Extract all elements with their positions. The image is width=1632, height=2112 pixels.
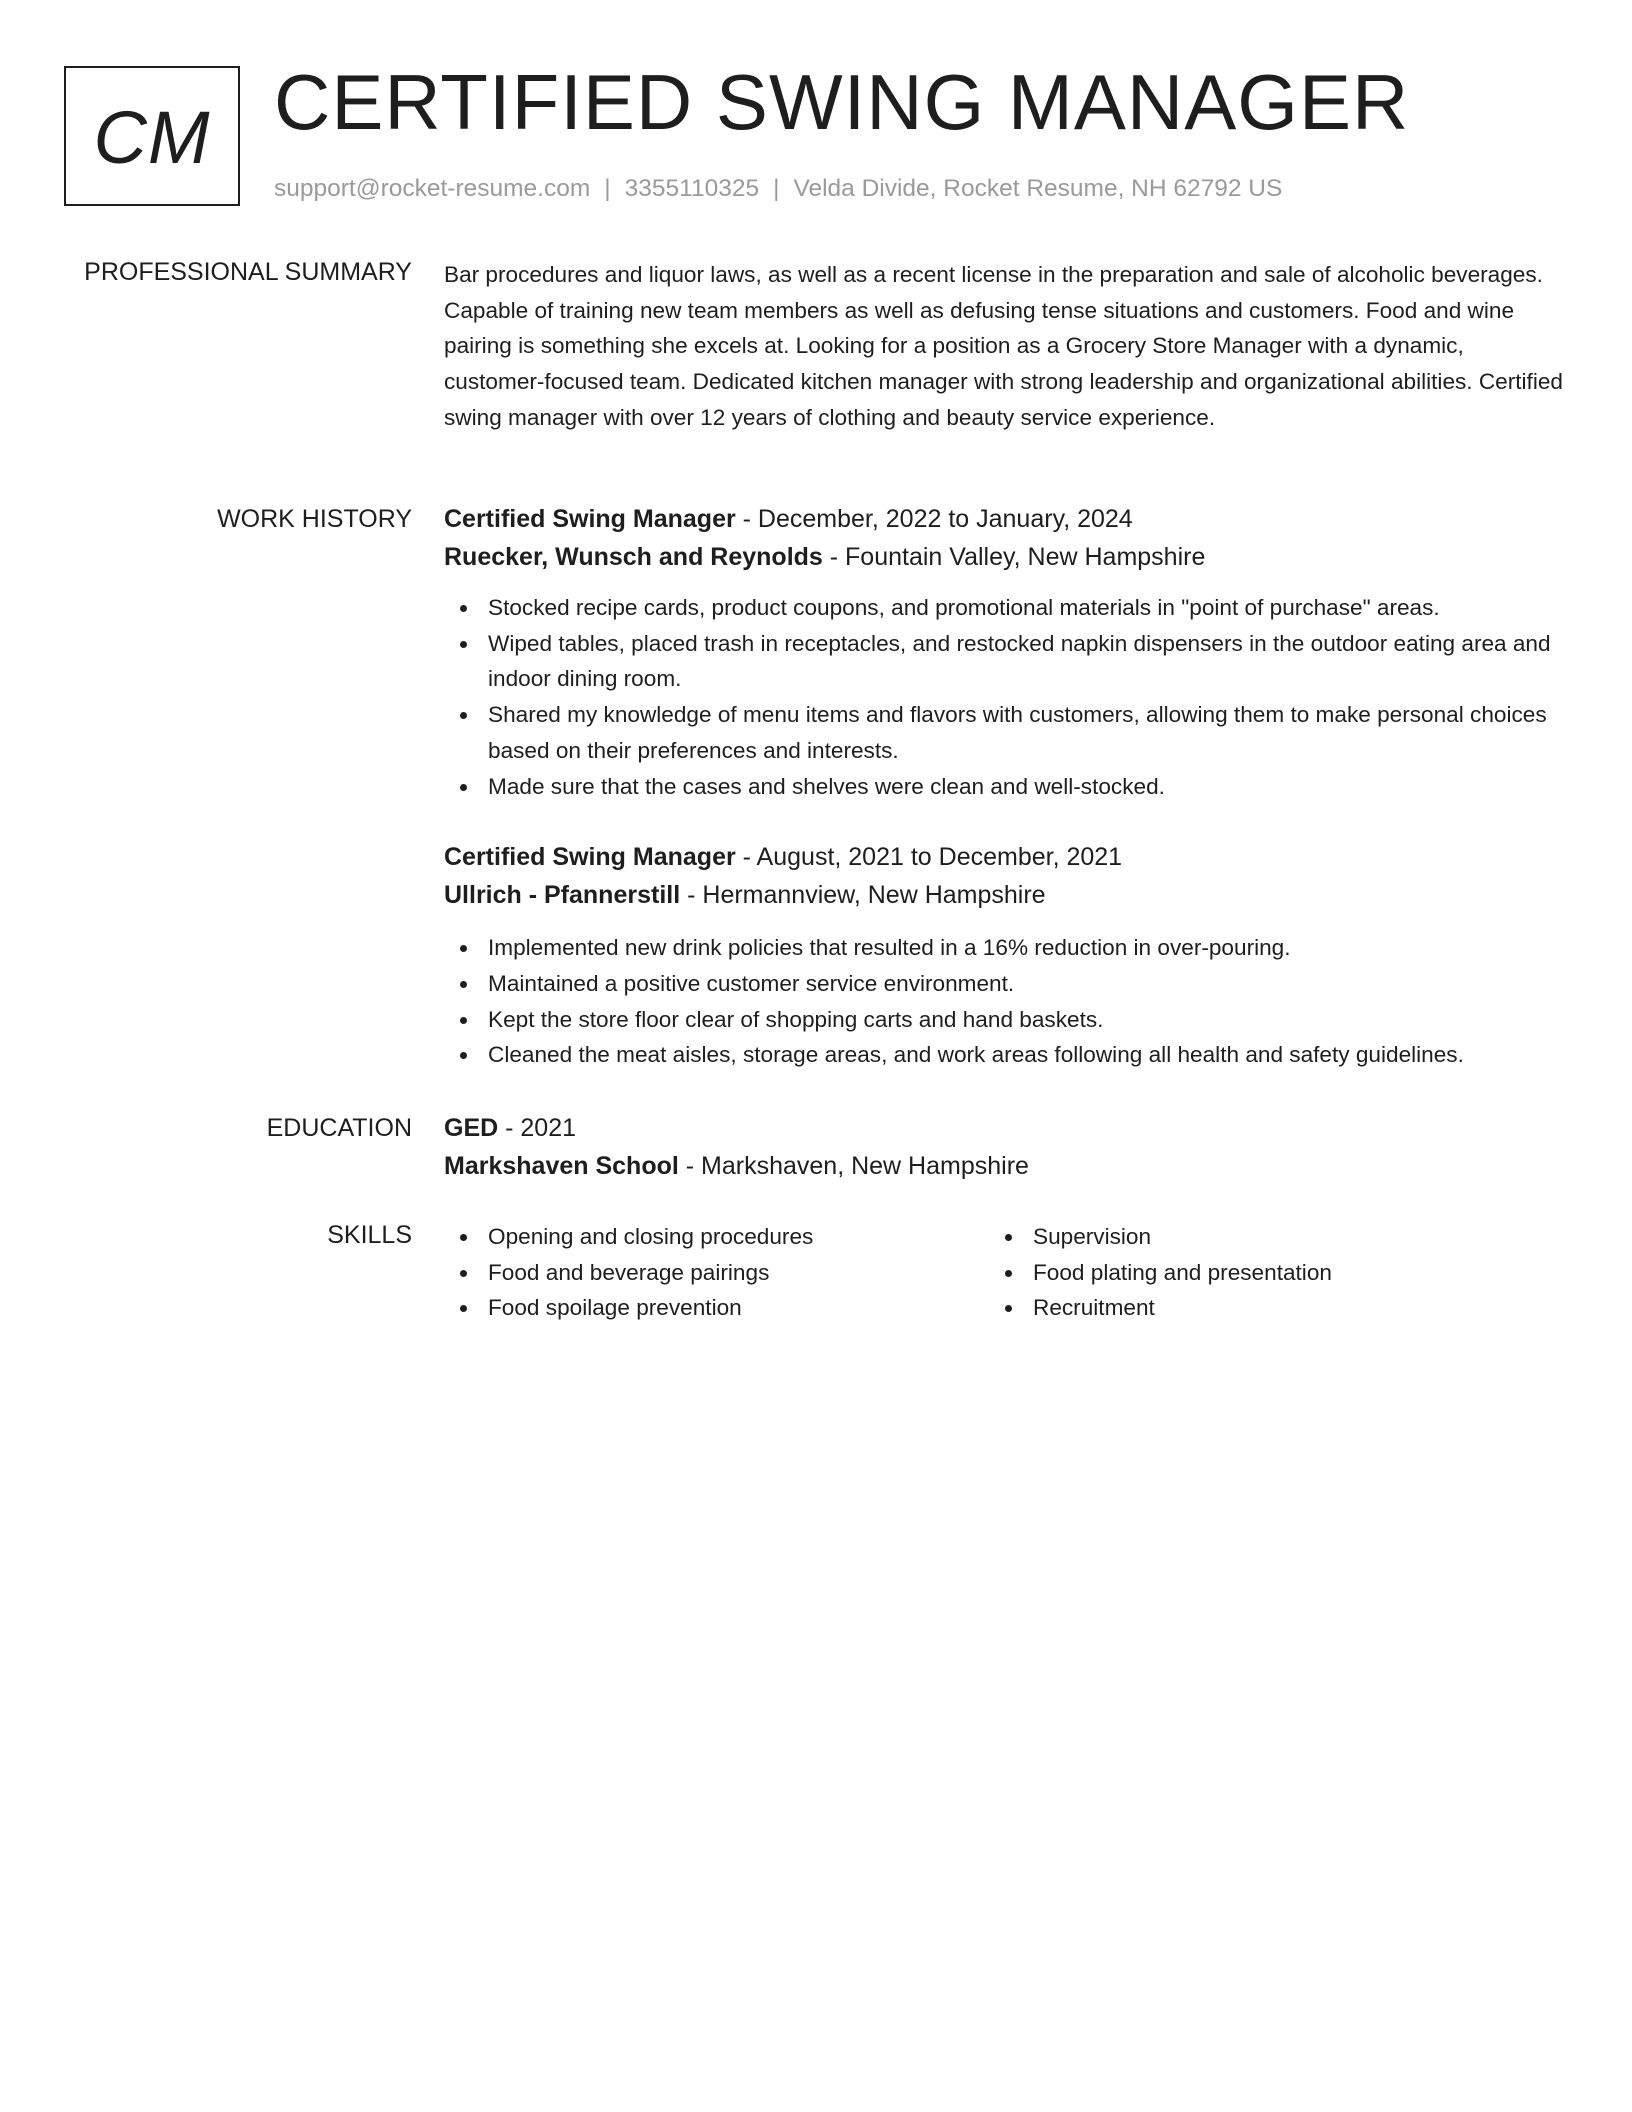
- job-title-line: [444, 500, 1564, 538]
- contact-separator: |: [604, 175, 611, 202]
- job-company-line: [444, 876, 1564, 914]
- education-title: EDUCATION: [266, 1114, 412, 1142]
- skill-item: Food spoilage prevention: [444, 1290, 989, 1326]
- job-bullet: Stocked recipe cards, product coupons, and promotional materials in "point of purchase" areas.: [444, 590, 1564, 626]
- job-bullet: Wiped tables, placed trash in receptacles, and restocked napkin dispensers in the outdoor eating area and indoor dining room.: [444, 626, 1564, 697]
- job-bullet: Made sure that the cases and shelves were clean and well-stocked.: [444, 769, 1564, 805]
- skills-body: [444, 1219, 1564, 1326]
- summary-body: [444, 257, 1564, 436]
- contact-email[interactable]: support@rocket-resume.com: [274, 175, 591, 202]
- candidate-name: CERTIFIED SWING MANAGER: [274, 58, 1410, 146]
- job-bullet: Maintained a positive customer service environment.: [444, 966, 1564, 1002]
- job-bullet: Shared my knowledge of menu items and flavors with customers, allowing them to make personal choices based on their preferences and interests.: [444, 697, 1564, 768]
- skill-item: Recruitment: [989, 1290, 1534, 1326]
- job-bullet: Implemented new drink policies that resulted in a 16% reduction in over-pouring.: [444, 930, 1564, 966]
- monogram-initials: CM: [93, 95, 211, 179]
- skill-item: Food plating and presentation: [989, 1255, 1534, 1291]
- education-degree-line: [444, 1109, 1564, 1147]
- skills-title: SKILLS: [327, 1221, 412, 1249]
- education-school-line: [444, 1147, 1564, 1185]
- skill-item: Opening and closing procedures: [444, 1219, 989, 1255]
- job-entry: [444, 838, 1564, 1073]
- job-bullet: Kept the store floor clear of shopping carts and hand baskets.: [444, 1002, 1564, 1038]
- job-company: Ruecker, Wunsch and Reynolds: [444, 543, 823, 571]
- education-year: - 2021: [498, 1114, 577, 1142]
- job-bullets: [444, 590, 1564, 804]
- job-dates: - December, 2022 to January, 2024: [735, 505, 1133, 533]
- summary-text: Bar procedures and liquor laws, as well as a recent license in the preparation and sale of alcoholic beverages. Capable of training new team members as well as defusing tense situations and customers. Food and wine pairing is something she excels at. Looking for a position as a Grocery Store Manager with a dynamic, customer-focused team. Dedicated kitchen manager with strong leadership and organizational abilities. Certified swing manager with over 12 years of clothing and beauty service experience.: [444, 262, 1563, 430]
- job-bullet: Cleaned the meat aisles, storage areas, and work areas following all health and safety guidelines.: [444, 1037, 1564, 1073]
- job-position: Certified Swing Manager: [444, 843, 736, 872]
- work-history-body: [444, 500, 1564, 1073]
- job-location: - Fountain Valley, New Hampshire: [822, 543, 1206, 571]
- contact-separator: |: [773, 175, 780, 202]
- skill-item: Food and beverage pairings: [444, 1255, 989, 1291]
- skill-item: Supervision: [989, 1219, 1534, 1255]
- skills-column-left: [444, 1219, 989, 1326]
- education-school: Markshaven School: [444, 1152, 679, 1180]
- education-location: - Markshaven, New Hampshire: [678, 1152, 1029, 1180]
- work-history-title: WORK HISTORY: [217, 505, 412, 533]
- job-company-line: [444, 538, 1564, 576]
- job-position: Certified Swing Manager: [444, 505, 736, 533]
- education-degree: GED: [444, 1114, 499, 1142]
- job-entry: [444, 500, 1564, 804]
- contact-line: [274, 173, 1282, 205]
- job-company: Ullrich - Pfannerstill: [444, 881, 681, 910]
- summary-title: PROFESSIONAL SUMMARY: [84, 258, 412, 286]
- education-body: [444, 1109, 1564, 1185]
- contact-address: Velda Divide, Rocket Resume, NH 62792 US: [793, 175, 1283, 202]
- job-location: - Hermannview, New Hampshire: [680, 881, 1046, 910]
- job-bullets: [444, 930, 1564, 1073]
- job-title-line: [444, 838, 1564, 876]
- skills-column-right: [989, 1219, 1534, 1326]
- skills-grid: [444, 1219, 1544, 1326]
- monogram-box: [64, 66, 240, 206]
- job-dates: - August, 2021 to December, 2021: [735, 843, 1123, 872]
- contact-phone[interactable]: 3355110325: [624, 175, 760, 202]
